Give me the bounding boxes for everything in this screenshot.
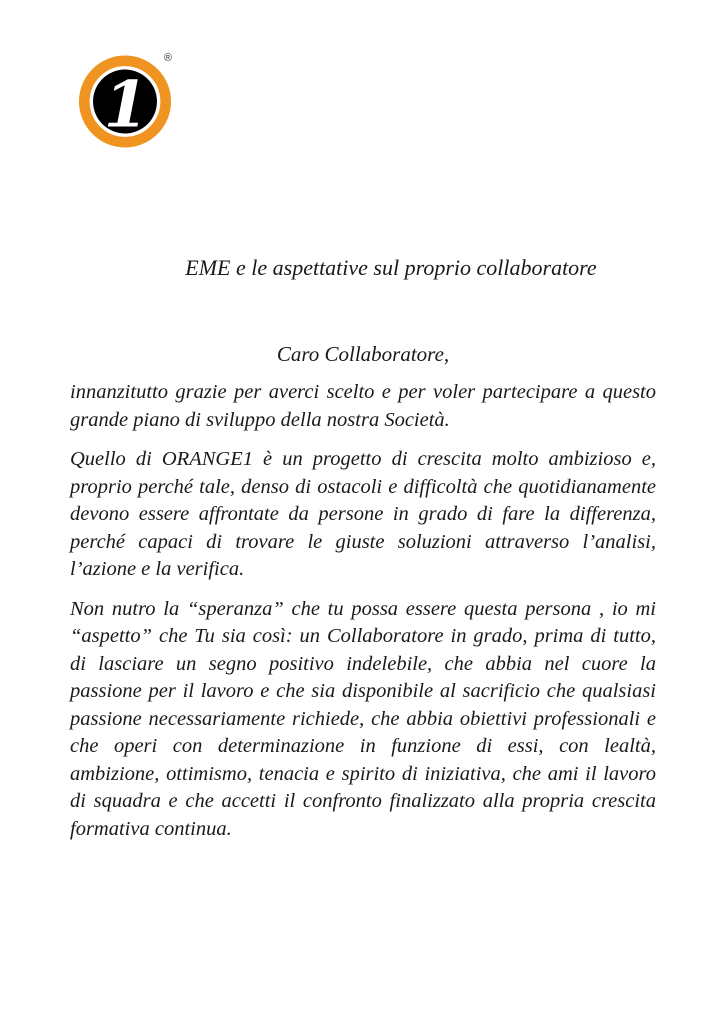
body-paragraph: Quello di ORANGE1 è un progetto di crescita molto ambizioso e, proprio perché tale, denso di ostacoli e difficoltà che quotidianamente devono essere affrontate da persone in grado di fare la differenza, perché capaci di trovare le giuste soluzioni attraverso l’analisi, l’azione e la verifica.	[70, 448, 656, 580]
logo-digit: 1	[103, 67, 149, 143]
salutation: Caro Collaboratore,	[276, 342, 450, 366]
letter-body	[70, 379, 656, 843]
body-paragraph: Non nutro la “speranza” che tu possa essere questa persona , io mi “aspetto” che Tu sia così: un Collaboratore in grado, prima di tutto, di lasciare un segno positivo indelebile, che abbia nel cuore la passione per il lavoro e che sia disponibile al sacrificio che qualsiasi passione necessariamente richiede, che abbia obiettivi professionali e che operi con determinazione in funzione di essi, con lealtà, ambizione, ottimismo, tenacia e spirito di iniziativa, che ami il lavoro di squadra e che accetti il confronto finalizzato alla propria crescita formativa continua.	[70, 597, 656, 840]
body-paragraph: innanzitutto grazie per averci scelto e per voler partecipare a questo grande piano di sviluppo della nostra Società.	[70, 381, 656, 431]
letter-content	[70, 0, 656, 855]
registered-trademark-icon: ®	[163, 52, 172, 64]
document-title: EME e le aspettative sul proprio collaboratore	[185, 255, 597, 280]
